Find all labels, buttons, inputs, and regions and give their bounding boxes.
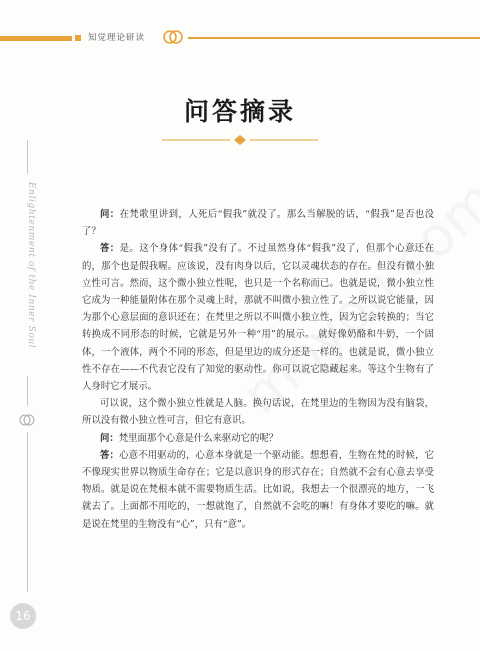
- header-rule: [188, 37, 480, 39]
- side-rule-bottom: [27, 432, 28, 592]
- paragraph: 问：在梵歌里讲到，人死后“假我”就没了。那么当解脱的话，“假我”是否也没了？: [82, 209, 434, 238]
- paragraph: 可以说，这个微小独立性就是人脑。换句话说，在梵里边的生物因为没有脑袋，所以没有微小独立性可言，但它有意识。: [82, 398, 434, 427]
- side-rule-top: [27, 140, 28, 174]
- paragraph: 问：梵里面那个心意是什么来驱动它的呢？: [100, 432, 279, 444]
- side-rule-middle: [27, 376, 28, 406]
- page-number: 16: [10, 603, 36, 629]
- paragraph: 答：是。这个身体“假我”没有了。不过虽然身体“假我”没了，但那个心意还在的，那个也是假我喔。应该说，没有肉身以后，它以灵魂状态的存在。但没有微小独立性可言。然而，这个微小独立性呢，也只是一个名称而已。也就是说，微小独立性它成为一种能量附体在那个灵魂上时，那就不叫微小独立性了。之所以说它能量，因为那个心意层面的意识还在；在梵里之所以不叫微小独立性，因为它会转换的；当它转换成不同形态的时候，它就是另外一种“用”的展示。 就好像奶酪和牛奶，一个固体，一个液体，两个不同的形态，但是里边的成分还是一样的。也就是说，微小独立性不存在——不代表它没有了知觉的驱动性。你可以说它隐藏起来。等这个生物有了人身时它才展示。: [82, 243, 434, 393]
- body-text: [82, 206, 434, 533]
- page-title: 问答摘录: [183, 97, 296, 126]
- running-header: 知觉理论研读: [88, 33, 146, 43]
- title-divider: [162, 130, 318, 149]
- side-rings-icon: [18, 412, 36, 431]
- header-accent-bar: [0, 36, 72, 41]
- rings-icon: [162, 29, 184, 49]
- paragraph: 答：心意不用驱动的，心意本身就是一个驱动能。想想看，生物在梵的时候，它不像现实世界以物质生命存在；它是以意识身的形式存在；自然就不会有心意去享受物质。就是说在梵根本就不需要物质生活。比如说，我想去一个很漂亮的地方，一飞就去了。上面都不用吃的，一想就饱了，自然就不会吃的嘛！有身体才要吃的嘛。就是说在梵里的生物没有“心”，只有“意”。: [82, 449, 434, 530]
- side-caption: Enlightenment of the Inner Soul: [26, 182, 36, 349]
- header-square-icon: [75, 35, 81, 41]
